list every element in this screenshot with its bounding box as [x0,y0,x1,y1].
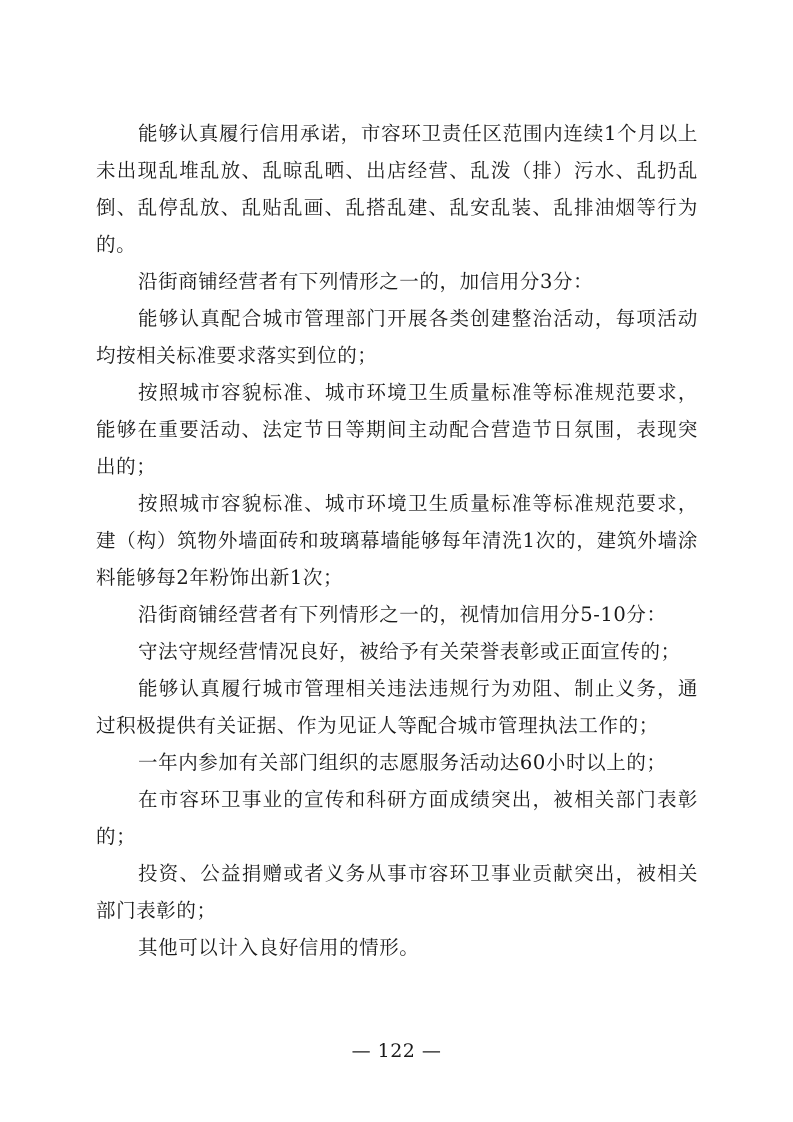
paragraph-5: 按照城市容貌标准、城市环境卫生质量标准等标准规范要求，建（构）筑物外墙面砖和玻璃幕墙能够每年清洗1次的，建筑外墙涂料能够每2年粉饰出新1次； [96,492,698,589]
paragraph-7: 守法守规经营情况良好，被给予有关荣誉表彰或正面宣传的； [138,640,681,663]
paragraph-8: 能够认真履行城市管理相关违法违规行为劝阻、制止义务，通过积极提供有关证据、作为见证人等配合城市管理执法工作的； [96,677,698,737]
paragraph-2: 沿街商铺经营者有下列情形之一的，加信用分3分： [138,270,594,293]
paragraph-1: 能够认真履行信用承诺，市容环卫责任区范围内连续1个月以上未出现乱堆乱放、乱晾乱晒、出店经营、乱泼（排）污水、乱扔乱倒、乱停乱放、乱贴乱画、乱搭乱建、乱安乱装、乱排油烟等行为的。 [96,122,698,256]
paragraph-10: 在市容环卫事业的宣传和科研方面成绩突出，被相关部门表彰的； [96,788,698,848]
page-number: — 122 — [351,1040,442,1062]
document-body [96,115,698,966]
paragraph-9: 一年内参加有关部门组织的志愿服务活动达60小时以上的； [138,751,667,774]
paragraph-6: 沿街商铺经营者有下列情形之一的，视情加信用分5-10分： [138,603,667,626]
paragraph-3: 能够认真配合城市管理部门开展各类创建整治活动，每项活动均按相关标准要求落实到位的； [96,307,698,367]
paragraph-12: 其他可以计入良好信用的情形。 [138,936,420,959]
paragraph-4: 按照城市容貌标准、城市环境卫生质量标准等标准规范要求，能够在重要活动、法定节日等期间主动配合营造节日氛围，表现突出的； [96,381,698,478]
paragraph-11: 投资、公益捐赠或者义务从事市容环卫事业贡献突出，被相关部门表彰的； [96,862,698,922]
